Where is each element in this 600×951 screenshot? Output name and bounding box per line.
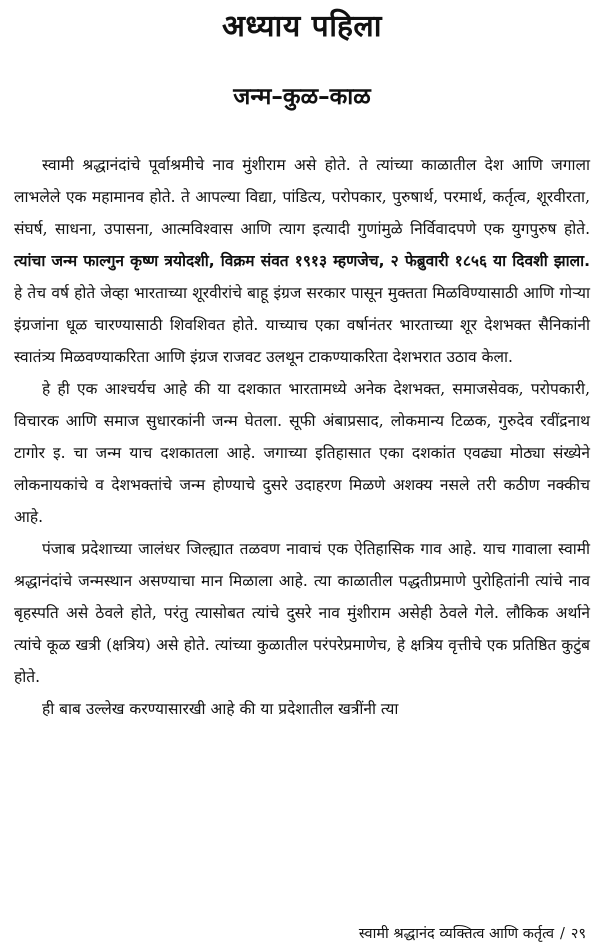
chapter-subtitle: जन्म–कुळ–काळ: [233, 84, 371, 110]
paragraph-4: ही बाब उल्लेख करण्यासारखी आहे की या प्रदेशातील खत्रींनी त्या: [42, 700, 399, 718]
footer-book-title: स्वामी श्रद्धानंद व्यक्तित्व आणि कर्तृत्व: [358, 926, 555, 942]
paragraph-2: हे ही एक आश्चर्यच आहे की या दशकात भारतामध्ये अनेक देशभक्त, समाजसेवक, परोपकारी, विचारक आणि समाज सुधारकांनी जन्म घेतला. सूफी अंबाप्रसाद, लोकमान्य टिळक, गुरुदेव रवींद्रनाथ टागोर इ. चा जन्म याच दशकातला आहे. जगाच्या इतिहासात एका दशकांत एवढ्या मोठ्या संख्येने लोकनायकांचे व देशभक्तांचे जन्म होण्याचे दुसरे उदाहरण मिळणे अशक्य नसले तरी कठीण नक्कीच आहे.: [14, 380, 590, 526]
chapter-body: [14, 149, 590, 725]
page-footer: [359, 923, 586, 945]
paragraph-1-text-a: स्वामी श्रद्धानंदांचे पूर्वाश्रमीचे नाव मुंशीराम असे होते. ते त्यांच्या काळातील देश आणि जगाला लाभलेले एक महामानव होते. ते आपल्या विद्या, पांडित्य, परोपकार, पुरुषार्थ, परमार्थ, कर्तृत्व, शूरवीरता, संघर्ष, साधना, उपासना, आत्मविश्वास आणि त्याग इत्यादी गुणांमुळे निर्विवादपणे एक युगपुरुष होते.: [14, 156, 590, 238]
paragraph-3: पंजाब प्रदेशाच्या जालंधर जिल्ह्यात तळवण नावाचं एक ऐतिहासिक गाव आहे. याच गावाला स्वामी श्रद्धानंदांचे जन्मस्थान असण्याचा मान मिळाला आहे. त्या काळातील पद्धतीप्रमाणे पुरोहितांनी त्यांचे नाव बृहस्पति असे ठेवले होते, परंतु त्यासोबत त्यांचे दुसरे नाव मुंशीराम असेही ठेवले गेले. लौकिक अर्थाने त्यांचे कूळ खत्री (क्षत्रिय) असे होते. त्यांच्या कुळातील परंपरेप्रमाणेच, हे क्षत्रिय वृत्तीचे एक प्रतिष्ठित कुटुंब होते.: [14, 540, 590, 686]
footer-separator: /: [560, 926, 565, 942]
paragraph-1-text-b: हे तेच वर्ष होते जेव्हा भारताच्या शूरवीरांचे बाहू इंग्रज सरकार पासून मुक्तता मिळविण्यासाठी आणि गोऱ्या इंग्रजांना धूळ चारण्यासाठी शिवशिवत होते. याच्याच एका वर्षानंतर भारताच्या शूर देशभक्त सैनिकांनी स्वातंत्र्य मिळवण्याकरिता आणि इंग्रज राजवट उलथून टाकण्याकरिता देशभरात उठाव केला.: [14, 284, 590, 366]
paragraph-1-bold-text: त्यांचा जन्म फाल्गुन कृष्ण त्रयोदशी, विक्रम संवत १९१३ म्हणजेच, २ फेब्रुवारी १८५६ या दिवशी झाला.: [14, 252, 590, 270]
page-number: २९: [570, 926, 586, 942]
paragraph-1: [14, 149, 590, 373]
chapter-title: अध्याय पहिला: [221, 9, 383, 44]
